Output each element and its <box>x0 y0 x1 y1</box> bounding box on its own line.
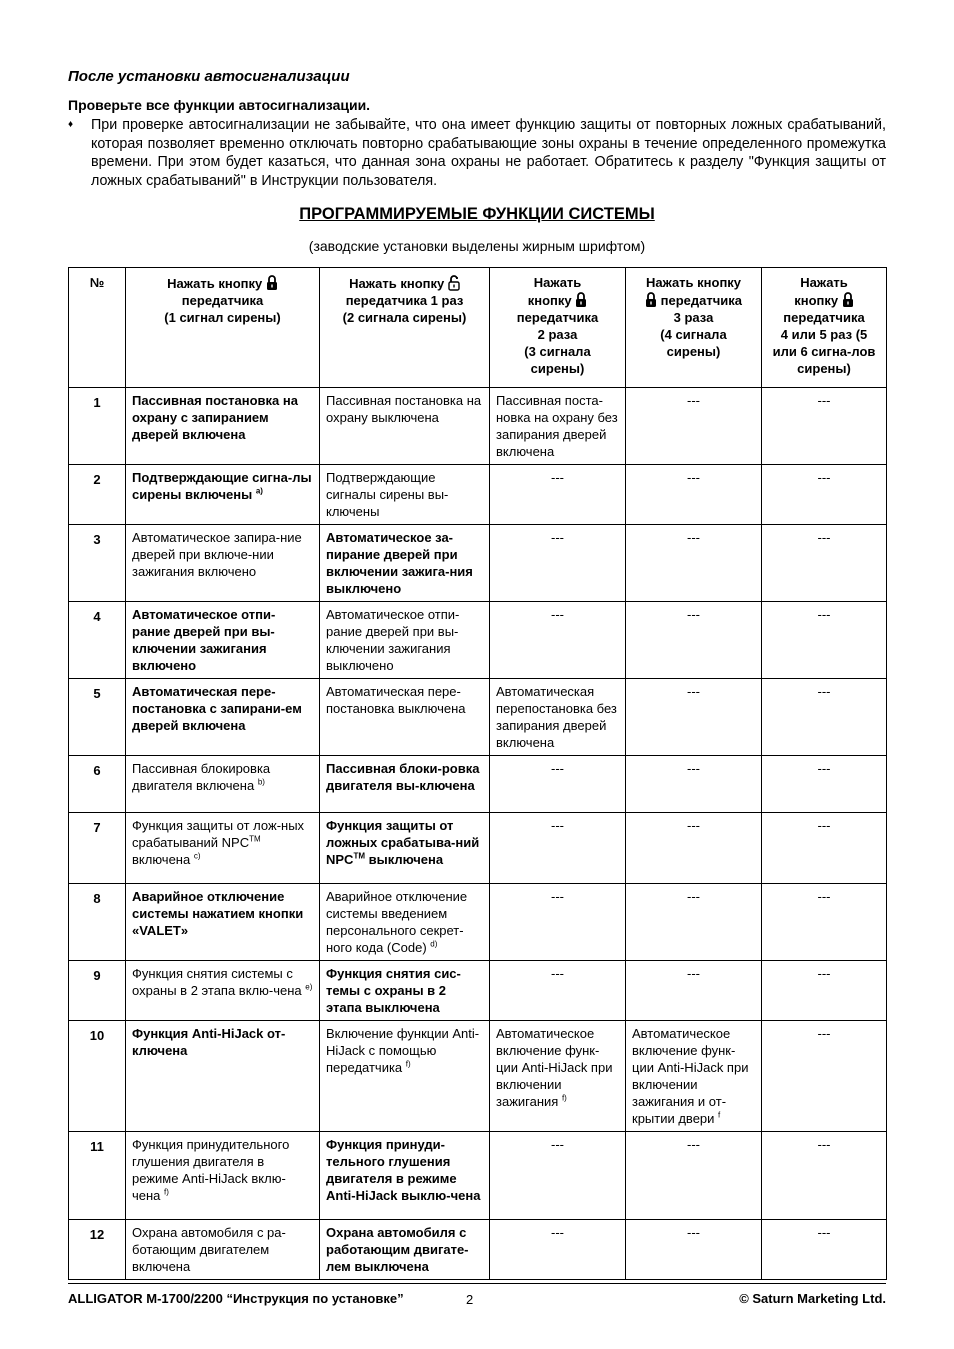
lock-closed-icon <box>645 291 657 308</box>
header-col-5 <box>762 268 887 388</box>
row-cell-col-5: --- <box>762 602 887 679</box>
cell-text: Функция защиты от ложных срабатыва-ний NPC <box>326 818 480 867</box>
table-row <box>69 465 887 525</box>
row-cell-col-5: --- <box>762 679 887 756</box>
table-row <box>69 679 887 756</box>
row-cell-col-1 <box>126 813 320 884</box>
row-cell-col-5: --- <box>762 388 887 465</box>
table-row <box>69 961 887 1021</box>
table-row <box>69 756 887 813</box>
row-cell-col-4: --- <box>626 813 762 884</box>
row-cell-col-2: Автоматическое отпи-рание дверей при вы-ключении зажигания выключено <box>320 602 490 679</box>
header-col-5-line-2: кнопку <box>794 293 839 308</box>
row-cell-col-3: --- <box>490 602 626 679</box>
row-cell-col-4: --- <box>626 1132 762 1220</box>
row-cell-col-3: --- <box>490 1132 626 1220</box>
row-cell-col-4: --- <box>626 679 762 756</box>
row-cell-col-1 <box>126 465 320 525</box>
row-cell-col-3: Автоматическая перепостановка без запирания дверей включена <box>490 679 626 756</box>
row-number: 5 <box>69 679 126 756</box>
footer-rule <box>68 1283 886 1284</box>
cell-text: Функция снятия системы с охраны в 2 этапа вклю-чена <box>132 966 302 998</box>
row-number: 6 <box>69 756 126 813</box>
header-col-5-line-3: передатчика <box>783 310 865 325</box>
row-cell-col-3: --- <box>490 884 626 961</box>
row-cell-col-1 <box>126 1132 320 1220</box>
table-row <box>69 884 887 961</box>
footnote-mark: b) <box>257 777 265 787</box>
row-cell-col-3: --- <box>490 813 626 884</box>
row-cell-col-5: --- <box>762 1220 887 1280</box>
row-cell-col-4: --- <box>626 1220 762 1280</box>
row-cell-col-2: Охрана автомобиля с работающим двигате-лем выключена <box>320 1220 490 1280</box>
table-row <box>69 1132 887 1220</box>
table-header-row <box>69 268 887 388</box>
row-cell-col-5: --- <box>762 465 887 525</box>
row-cell-col-5: --- <box>762 525 887 602</box>
header-col-3 <box>490 268 626 388</box>
footnote-mark: d) <box>430 939 438 949</box>
header-col-5-line-4: 4 или 5 раз (5 или 6 сигна-лов сирены) <box>772 327 876 376</box>
footer-doc-title: ALLIGATOR M-1700/2200 “Инструкция по установке” <box>68 1291 404 1306</box>
row-cell-col-4: --- <box>626 884 762 961</box>
table-row <box>69 602 887 679</box>
row-cell-col-4 <box>626 1021 762 1132</box>
footnote-mark: f <box>718 1110 721 1120</box>
bullet-paragraph <box>68 116 886 190</box>
header-col-4-line-2: передатчика <box>660 293 742 308</box>
footnote-mark: f) <box>561 1093 567 1103</box>
row-cell-col-3 <box>490 1021 626 1132</box>
header-col-3-line-1: Нажать <box>533 275 582 290</box>
row-cell-col-5: --- <box>762 756 887 813</box>
row-cell-col-2 <box>320 813 490 884</box>
row-number: 8 <box>69 884 126 961</box>
bullet-text: При проверке автосигнализации не забывайте, что она имеет функцию защиты от повторных ложных срабатываний, которая позволяет временно отключать повторно срабатывающие зоны охраны в течение определенного промежутка времени. При этом будет казаться, что данная зона охраны не работает. Обратитесь к разделу "Функция защиты от ложных срабатываний" в Инструкции пользователя. <box>91 117 886 189</box>
lock-closed-icon <box>575 291 587 308</box>
row-number: 9 <box>69 961 126 1021</box>
footer-copyright: © Saturn Marketing Ltd. <box>739 1291 886 1306</box>
table-row <box>69 388 887 465</box>
footnote-mark: а) <box>255 486 263 496</box>
header-col-3-line-3: передатчика <box>516 310 599 325</box>
row-cell-col-1: Пассивная постановка на охрану с запиранием дверей включена <box>126 388 320 465</box>
row-cell-col-5: --- <box>762 961 887 1021</box>
page-number: 2 <box>466 1292 474 1307</box>
row-cell-col-3: Пассивная поста-новка на охрану без запирания дверей включена <box>490 388 626 465</box>
row-number: 11 <box>69 1132 126 1220</box>
row-cell-col-4: --- <box>626 525 762 602</box>
row-number: 12 <box>69 1220 126 1280</box>
header-col-4-line-4: (4 сигнала сирены) <box>660 327 727 359</box>
cell-text: Функция защиты от лож-ных срабатываний NPC <box>132 818 305 850</box>
row-number: 1 <box>69 388 126 465</box>
row-cell-col-1 <box>126 756 320 813</box>
row-cell-col-2: Автоматическая пере-постановка выключена <box>320 679 490 756</box>
lock-closed-icon <box>842 291 854 308</box>
row-cell-col-1: Автоматическая пере-постановка с запирани-ем дверей включена <box>126 679 320 756</box>
row-number: 3 <box>69 525 126 602</box>
row-cell-col-5: --- <box>762 1132 887 1220</box>
header-col-1-line-3: (1 сигнал сирены) <box>164 310 281 325</box>
cell-text: Пассивная блокировка двигателя включена <box>132 761 271 793</box>
footnote-mark: f) <box>164 1187 169 1197</box>
cell-text: Подтверждающие сигна-лы сирены включены <box>132 470 312 502</box>
row-cell-col-1: Охрана автомобиля с ра-ботающим двигателем включена <box>126 1220 320 1280</box>
functions-table <box>68 267 887 1280</box>
cell-text: Аварийное отключение системы введением персонального секрет-ного кода (Code) <box>326 889 468 955</box>
table-row <box>69 1021 887 1132</box>
lock-closed-icon <box>266 274 278 291</box>
header-col-5-line-1: Нажать <box>800 275 848 290</box>
row-cell-col-4: --- <box>626 961 762 1021</box>
header-col-2-line-2: передатчика 1 раз <box>345 293 464 308</box>
header-col-2-line-3: (2 сигнала сирены) <box>342 310 467 325</box>
header-num: № <box>69 268 126 388</box>
header-col-4-line-3: 3 раза <box>673 310 714 325</box>
row-cell-col-1: Автоматическое запира-ние дверей при включе-нии зажигания включено <box>126 525 320 602</box>
cell-text: Автоматическое включение функ-ции Anti-HiJack при включении зажигания и от-крытии двери <box>632 1026 749 1126</box>
row-cell-col-5: --- <box>762 813 887 884</box>
header-col-4-line-1: Нажать кнопку <box>645 275 742 290</box>
row-cell-col-4: --- <box>626 602 762 679</box>
footnote-mark: f) <box>405 1059 411 1069</box>
table-row <box>69 525 887 602</box>
cell-text-after: выключена <box>368 852 444 867</box>
row-number: 2 <box>69 465 126 525</box>
footnote-mark: e) <box>305 982 313 992</box>
row-cell-col-4: --- <box>626 465 762 525</box>
cell-text: Включение функции Anti-HiJack с помощью передатчика <box>326 1026 480 1075</box>
program-subtitle: (заводские установки выделены жирным шрифтом) <box>308 238 646 254</box>
row-number: 10 <box>69 1021 126 1132</box>
diamond-bullet-icon: ♦ <box>68 119 74 130</box>
check-title: Проверьте все функции автосигнализации. <box>68 97 371 113</box>
row-cell-col-2 <box>320 1021 490 1132</box>
row-cell-col-2: Пассивная блоки-ровка двигателя вы-ключена <box>320 756 490 813</box>
row-cell-col-2: Функция принуди-тельного глушения двигателя в режиме Anti-HiJack выклю-чена <box>320 1132 490 1220</box>
cell-text-after: включена <box>132 852 191 867</box>
row-cell-col-2: Функция снятия сис-темы с охраны в 2 этапа выключена <box>320 961 490 1021</box>
row-cell-col-1: Аварийное отключение системы нажатием кнопки «VALET» <box>126 884 320 961</box>
header-col-2-line-1: Нажать кнопку <box>349 276 445 291</box>
row-cell-col-1: Функция Anti-HiJack от-ключена <box>126 1021 320 1132</box>
table-row <box>69 813 887 884</box>
row-cell-col-1 <box>126 961 320 1021</box>
header-col-1 <box>126 268 320 388</box>
section-title: После установки автосигнализации <box>68 68 350 85</box>
header-col-3-line-2: кнопку <box>527 293 572 308</box>
table-row <box>69 1220 887 1280</box>
header-col-1-line-2: передатчика <box>181 293 264 308</box>
row-cell-col-2: Пассивная постановка на охрану выключена <box>320 388 490 465</box>
cell-text: Автоматическое включение функ-ции Anti-HiJack при включении зажигания <box>496 1026 613 1109</box>
row-cell-col-4: --- <box>626 388 762 465</box>
header-col-2 <box>320 268 490 388</box>
header-col-3-line-4: 2 раза <box>537 327 578 342</box>
row-cell-col-3: --- <box>490 961 626 1021</box>
row-cell-col-3: --- <box>490 525 626 602</box>
lock-open-icon <box>448 274 460 291</box>
row-cell-col-4: --- <box>626 756 762 813</box>
row-cell-col-2 <box>320 884 490 961</box>
row-cell-col-5: --- <box>762 1021 887 1132</box>
row-cell-col-3: --- <box>490 756 626 813</box>
row-cell-col-5: --- <box>762 884 887 961</box>
header-col-1-line-1: Нажать кнопку <box>167 276 263 291</box>
program-title: ПРОГРАММИРУЕМЫЕ ФУНКЦИИ СИСТЕМЫ <box>299 205 655 223</box>
row-cell-col-3: --- <box>490 1220 626 1280</box>
trademark-mark: TM <box>353 851 366 861</box>
row-number: 7 <box>69 813 126 884</box>
header-col-4 <box>626 268 762 388</box>
row-cell-col-2: Подтверждающие сигналы сирены вы-ключены <box>320 465 490 525</box>
row-number: 4 <box>69 602 126 679</box>
footnote-mark: c) <box>193 851 201 861</box>
row-cell-col-1: Автоматическое отпи-рание дверей при вы-ключении зажигания включено <box>126 602 320 679</box>
trademark-mark: TM <box>249 834 261 844</box>
row-cell-col-2: Автоматическое за-пирание дверей при включении зажига-ния выключено <box>320 525 490 602</box>
row-cell-col-3: --- <box>490 465 626 525</box>
cell-text: Функция принудительного глушения двигателя в режиме Anti-HiJack вклю-чена <box>132 1137 290 1203</box>
header-col-3-line-5: (3 сигнала сирены) <box>524 344 591 376</box>
